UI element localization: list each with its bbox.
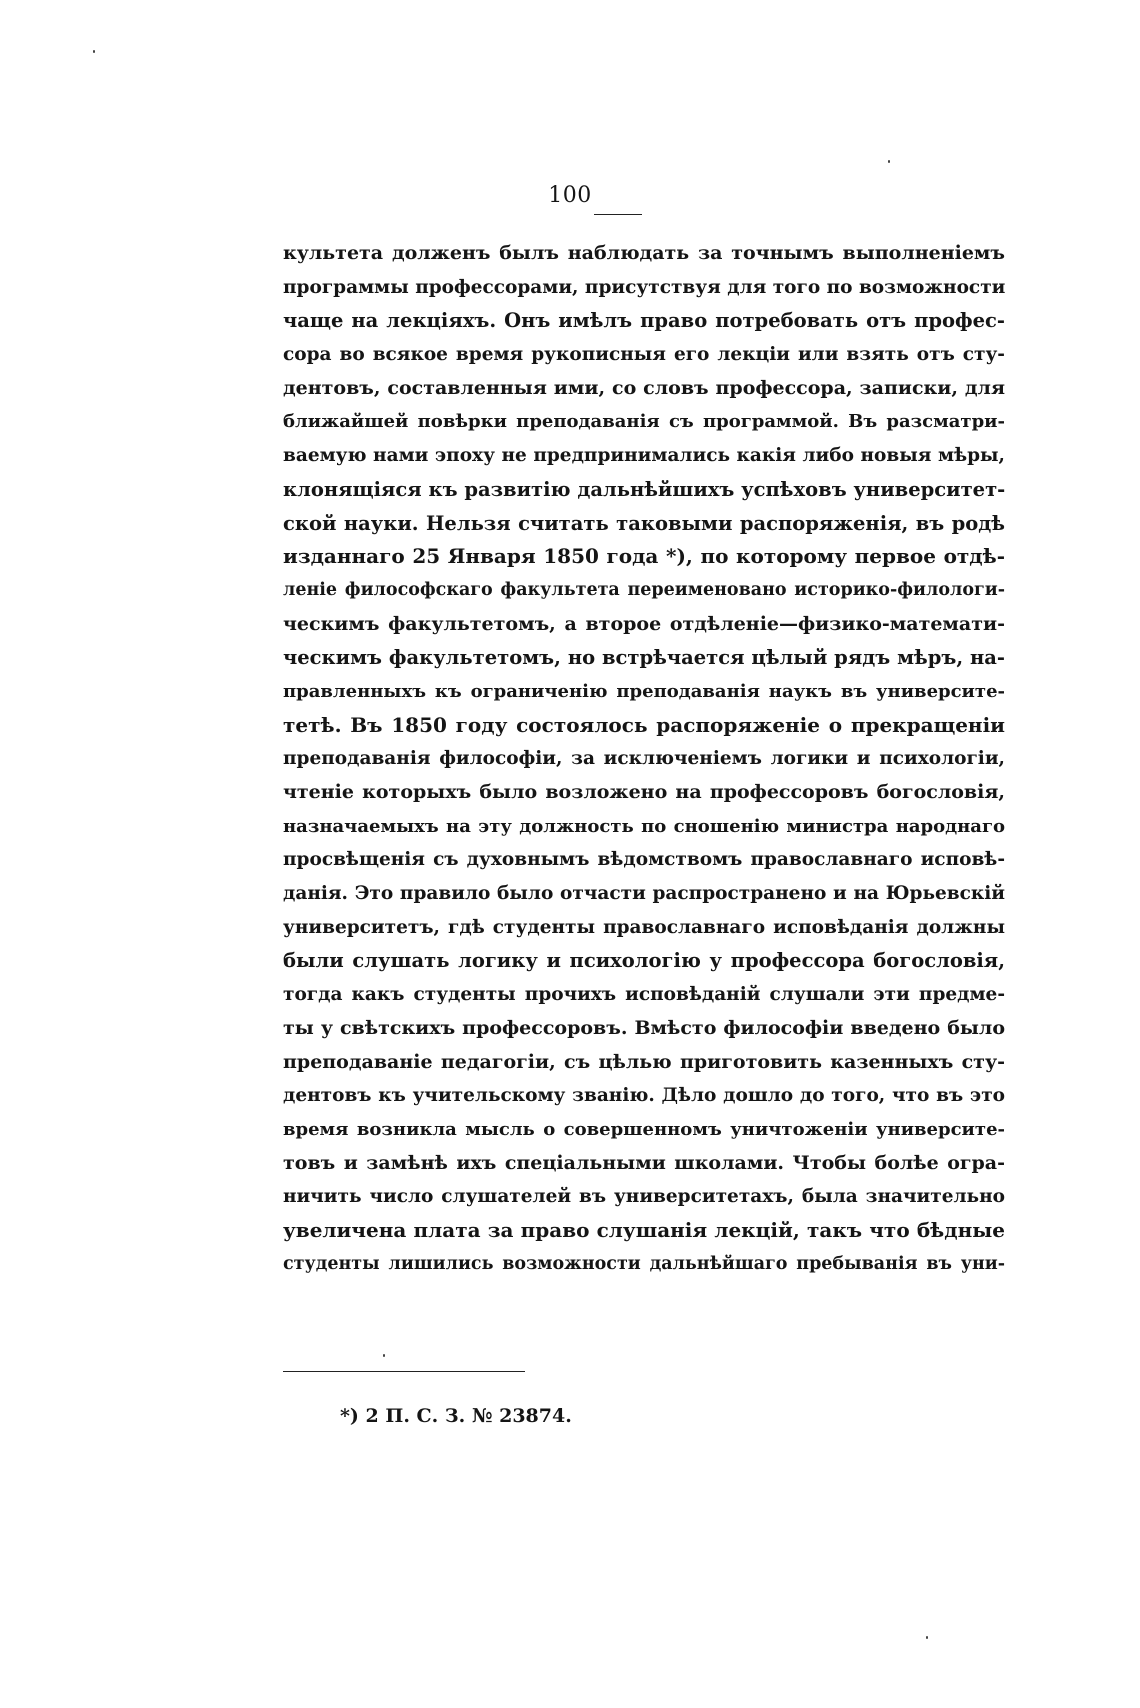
text-line: программы профессорами, присутствуя для того по возможности bbox=[283, 276, 1005, 298]
text-line: культета долженъ былъ наблюдать за точнымъ выполненіемъ bbox=[283, 242, 1005, 264]
scan-speck bbox=[888, 160, 890, 163]
text-line: дентовъ къ учительскому званію. Дѣло дошло до того, что въ это bbox=[283, 1085, 1005, 1107]
text-line: ваемую нами эпоху не предпринимались какія либо новыя мѣры, bbox=[283, 445, 1005, 467]
text-line: увеличена плата за право слушанія лекцій, такъ что бѣдные bbox=[283, 1217, 1005, 1242]
text-line: сора во всякое время рукописныя его лекціи или взять отъ сту- bbox=[283, 344, 1005, 366]
page-number: 100 bbox=[548, 183, 592, 208]
text-line: тетѣ. Въ 1850 году состоялось распоряженіе о прекращеніи bbox=[283, 712, 1005, 737]
text-line: преподаванія философіи, за исключеніемъ логики и психологіи, bbox=[283, 748, 1005, 770]
body-text bbox=[283, 237, 1005, 1281]
text-line: преподаваніе педагогіи, съ цѣлью приготовить казенныхъ сту- bbox=[283, 1050, 1005, 1073]
text-line: ской науки. Нельзя считать таковыми распоряженія, въ родѣ bbox=[283, 511, 1005, 535]
page-number-underline bbox=[594, 214, 642, 215]
text-line: ближайшей повѣрки преподаванія съ программой. Въ разсматри- bbox=[283, 411, 1005, 433]
text-line: дентовъ, составленныя ими, со словъ профессора, записки, для bbox=[283, 376, 1005, 399]
text-line: ческимъ факультетомъ, но встрѣчается цѣлый рядъ мѣръ, на- bbox=[283, 646, 1005, 670]
footnote: *) 2 П. С. З. № 23874. bbox=[340, 1405, 572, 1427]
scan-speck bbox=[926, 1636, 928, 1639]
text-line: ничить число слушателей въ университетахъ, была значительно bbox=[283, 1186, 1005, 1208]
text-line: изданнаго 25 Января 1850 года *), по которому первое отдѣ- bbox=[283, 544, 1005, 569]
scan-speck bbox=[93, 50, 95, 53]
text-line: чаще на лекціяхъ. Онъ имѣлъ право потребовать отъ профес- bbox=[283, 309, 1005, 333]
text-line: данія. Это правило было отчасти распространено и на Юрьевскій bbox=[283, 883, 1005, 905]
footnote-separator bbox=[283, 1371, 525, 1372]
text-line: тогда какъ студенты прочихъ исповѣданій слушали эти предме- bbox=[283, 984, 1005, 1006]
text-line: ты у свѣтскихъ профессоровъ. Вмѣсто философіи введено было bbox=[283, 1016, 1005, 1039]
text-line: клонящіяся къ развитію дальнѣйшихъ успѣховъ университет- bbox=[283, 477, 1005, 501]
text-line: студенты лишились возможности дальнѣйшаго пребыванія въ уни- bbox=[283, 1253, 1005, 1274]
text-line: товъ и замѣнѣ ихъ спеціальными школами. Чтобы болѣе огра- bbox=[283, 1151, 1005, 1174]
scan-speck bbox=[383, 1354, 385, 1357]
text-line: университетъ, гдѣ студенты православнаго исповѣданія должны bbox=[283, 916, 1005, 938]
text-line: были слушать логику и психологію у профессора богословія, bbox=[283, 949, 1005, 973]
text-line: ческимъ факультетомъ, а второе отдѣленіе—физико-математи- bbox=[283, 612, 1005, 635]
text-line: просвѣщенія съ духовнымъ вѣдомствомъ православнаго исповѣ- bbox=[283, 849, 1005, 871]
text-line: назначаемыхъ на эту должность по сношенію министра народнаго bbox=[283, 815, 1005, 837]
text-line: чтеніе которыхъ было возложено на профессоровъ богословія, bbox=[283, 781, 1005, 803]
text-line: правленныхъ къ ограниченію преподаванія наукъ въ университе- bbox=[283, 680, 1005, 702]
text-line: время возникла мысль о совершенномъ уничтоженіи университе- bbox=[283, 1118, 1005, 1140]
text-line: леніе философскаго факультета переименовано историко-филологи- bbox=[283, 579, 1005, 600]
